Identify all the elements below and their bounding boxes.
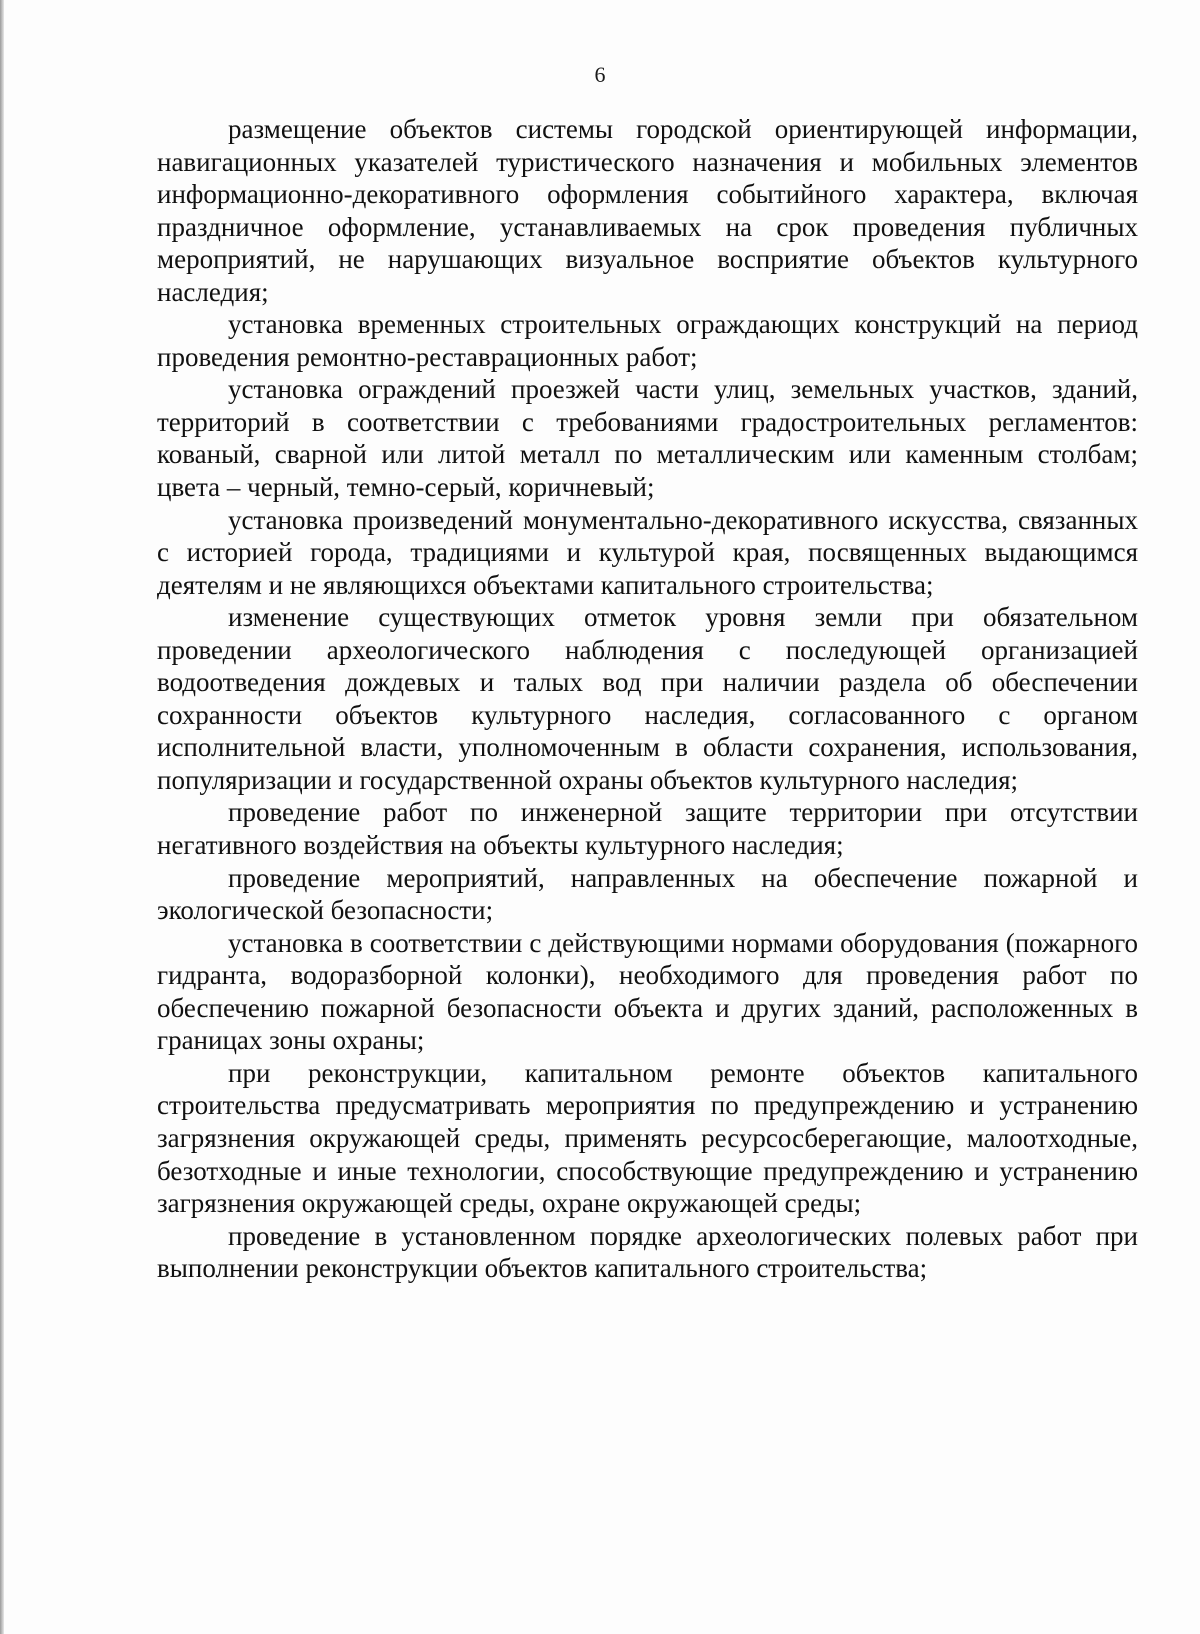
paragraph-fire-equipment: установка в соответствии с действующими нормами оборудования (пожарного гидранта, водоразборной колонки), необходимого для проведения работ по обеспечению пожарной безопасности объекта и других зданий, расположенных в границах зоны охраны; [157, 927, 1138, 1056]
paragraph-road-fencing: установка ограждений проезжей части улиц, земельных участков, зданий, территорий в соответствии с требованиями градостроительных регламентов: кованый, сварной или литой металл по металлическим или каменным столбам; цвета – черный, темно-серый, коричневый; [157, 374, 1138, 503]
paragraph-temporary-fencing: установка временных строительных ограждающих конструкций на период проведения ремонтно-реставрационных работ; [157, 309, 1138, 372]
paragraph-reconstruction-environment: при реконструкции, капитальном ремонте объектов капитального строительства предусматривать мероприятия по предупреждению и устранению загрязнения окружающей среды, применять ресурсосберегающие, малоотходные, безотходные и иные технологии, способствующие предупреждению и устранению загрязнения окружающей среды, охране окружающей среды; [157, 1057, 1138, 1219]
page-number: 6 [594, 62, 606, 87]
paragraph-archaeological-works: проведение в установленном порядке археологических полевых работ при выполнении реконструкции объектов капитального строительства; [157, 1220, 1138, 1284]
paragraph-monumental-art: установка произведений монументально-декоративного искусства, связанных с историей города, традициями и культурой края, посвященных выдающимся деятелям и не являющихся объектами капитального строительства; [157, 504, 1138, 600]
scan-edge-shadow [0, 0, 4, 1634]
paragraph-engineering-protection: проведение работ по инженерной защите территории при отсутствии негативного воздействия на объекты культурного наследия; [157, 797, 1138, 861]
paragraph-fire-ecological-safety: проведение мероприятий, направленных на обеспечение пожарной и экологической безопасности; [157, 862, 1138, 926]
paragraph-city-orientation-info: размещение объектов системы городской ориентирующей информации, навигационных указателей туристического назначения и мобильных элементов информационно-декоративного оформления событийного характера, включая праздничное оформление, устанавливаемых на срок проведения публичных мероприятий, не нарушающих визуальное восприятие объектов культурного наследия; [157, 114, 1138, 307]
paragraph-ground-level-change: изменение существующих отметок уровня земли при обязательном проведении археологического наблюдения с последующей организацией водоотведения дождевых и талых вод при наличии раздела об обеспечении сохранности объектов культурного наследия, согласованного с органом исполнительной власти, уполномоченным в области сохранения, использования, популяризации и государственной охраны объектов культурного наследия; [157, 602, 1138, 795]
document-body [157, 113, 1138, 1285]
